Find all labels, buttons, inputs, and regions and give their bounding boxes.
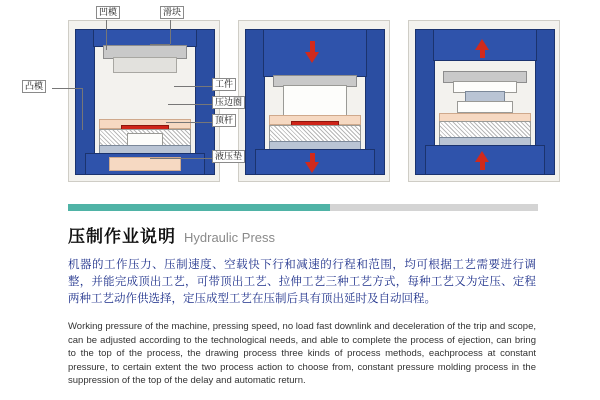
divider-accent-teal (68, 204, 330, 211)
eject-up-arrow-bottom-stem (480, 162, 485, 170)
callout-hydraulic-cushion (212, 150, 245, 163)
section-divider (68, 204, 538, 211)
paragraph-chinese: 机器的工作压力、压制速度、空载快下行和减速的行程和范围，均可根据工艺需要进行调整，并能完成顶出工艺，可带顶出工艺、拉伸工艺三种工艺方式，每种工艺又为定压、定程两种工艺动作供选择，定压成型工艺在压制后具有顶出延时及自动回程。 (68, 259, 536, 305)
callout-die-cavity-label: 凹模 (96, 6, 120, 19)
leader-hydraulic-cushion (150, 158, 212, 159)
leader-punch-v (82, 88, 83, 130)
callout-ejector-pin (212, 114, 236, 127)
panel-ejection-up (408, 20, 560, 182)
callout-workpiece-label: 工件 (212, 78, 236, 91)
callout-punch (22, 80, 46, 93)
page-subtitle: Hydraulic Press (184, 230, 276, 245)
cushion-piston (109, 157, 181, 171)
callout-die-cavity (96, 6, 120, 19)
callout-slide-label: 滑块 (160, 6, 184, 19)
leader-blank-holder (168, 104, 212, 105)
press-down-arrow-top (305, 52, 319, 63)
leader-slide-h (150, 44, 170, 45)
leader-die-cavity (106, 20, 107, 50)
callout-punch-label: 凸模 (22, 80, 46, 93)
callout-hydraulic-cushion-label: 液压垫 (212, 150, 245, 163)
leader-punch-h (52, 88, 82, 89)
die-cavity-closed (283, 85, 347, 117)
ejected-part-body (457, 101, 513, 113)
callout-blank-holder-label: 压边圈 (212, 96, 245, 109)
callout-workpiece (212, 78, 236, 91)
callout-blank-holder (212, 96, 245, 109)
press-down-arrow-bottom (305, 162, 319, 173)
eject-up-arrow-top-stem (480, 50, 485, 58)
panel-pressing-down (238, 20, 390, 182)
leader-slide-v (170, 20, 171, 44)
divider-accent-gray (330, 204, 538, 211)
leader-ejector-pin (166, 122, 212, 123)
page-title: 压制作业说明 (68, 227, 176, 246)
eject-up-arrow-top (475, 39, 489, 50)
paragraph-english: Working pressure of the machine, pressing speed, no load fast downlink and deceleration of the trip and scope, can be adjusted according to the technological needs, and able to complete the process of ejection, can bring to the top of the process, the drawing process three kinds of process methods, eachprocess at constant pressure, to certain extent the two process action to choose from, constant pressure molding process in the suppression of the top of the delay and automatic return. (68, 321, 536, 386)
section-heading (68, 222, 536, 247)
die-cavity-block (113, 57, 177, 73)
callout-ejector-pin-label: 顶杆 (212, 114, 236, 127)
leader-workpiece (174, 86, 212, 87)
description-section (68, 222, 536, 388)
callout-slide (160, 6, 184, 19)
eject-up-arrow-bottom (475, 151, 489, 162)
